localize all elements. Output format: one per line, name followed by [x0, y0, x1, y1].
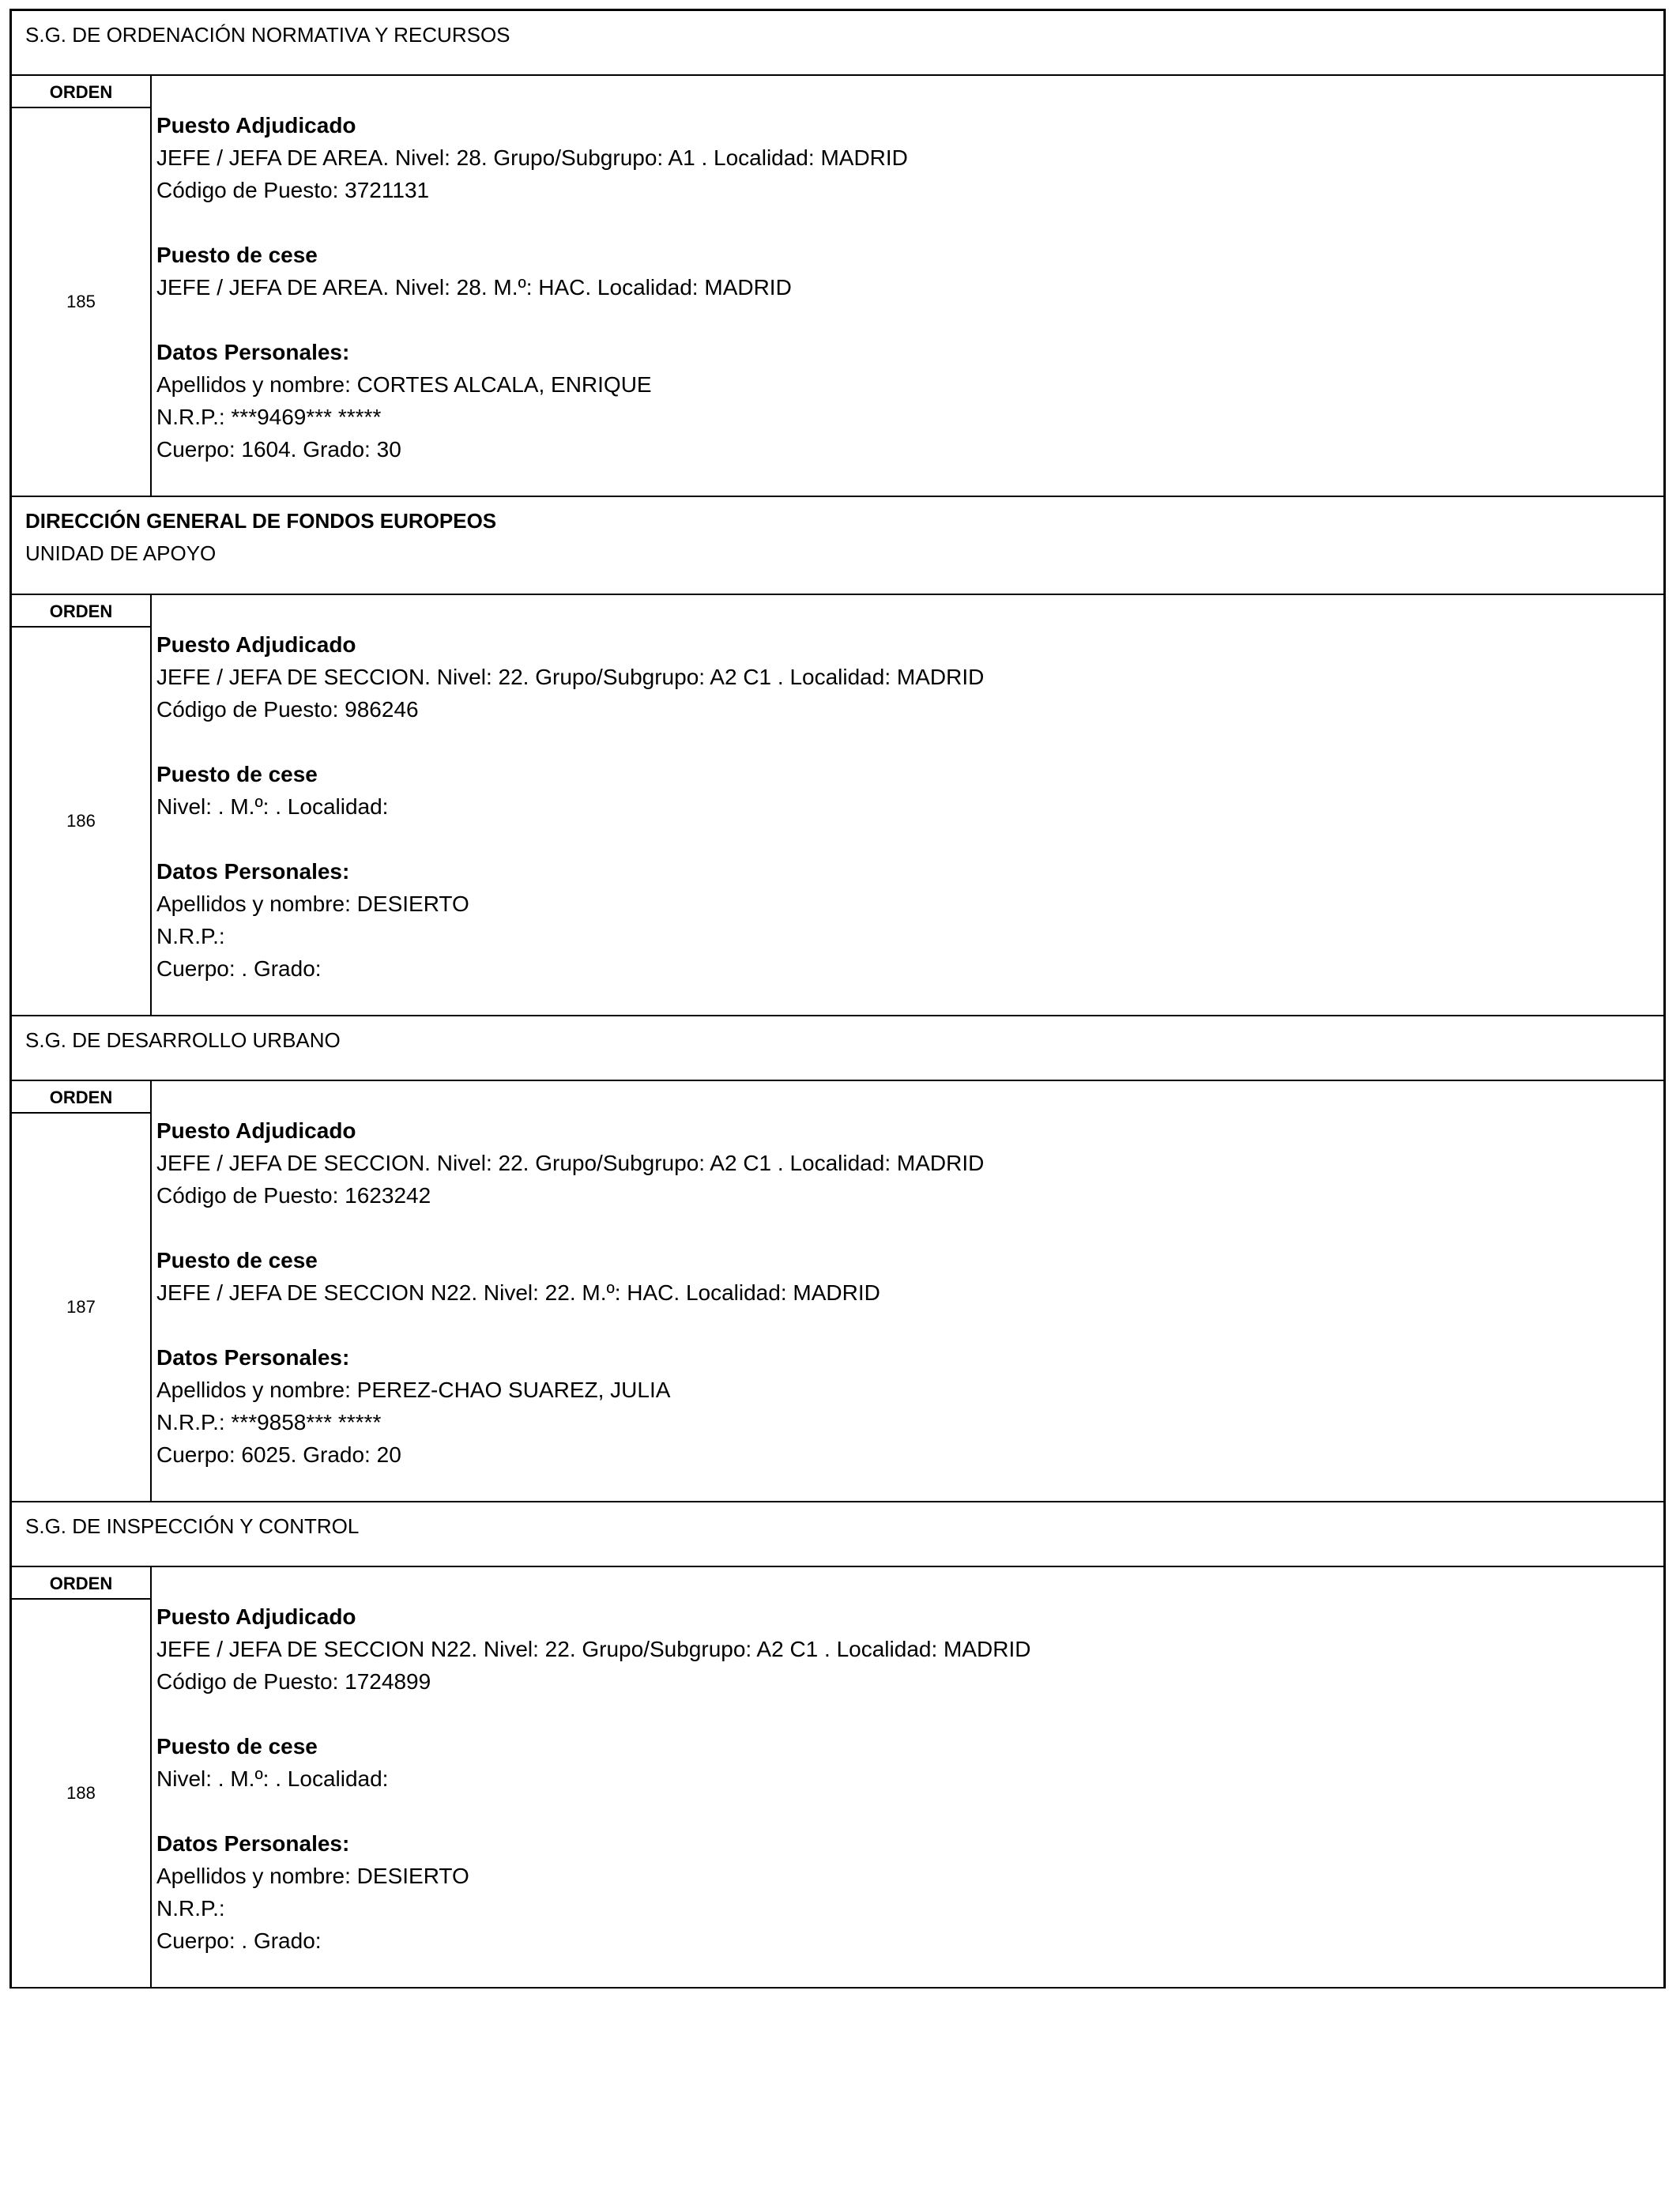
cese-line: JEFE / JEFA DE SECCION N22. Nivel: 22. M.º: HAC. Localidad: MADRID: [156, 1280, 880, 1305]
adjudicado-line: JEFE / JEFA DE SECCION. Nivel: 22. Grupo/Subgrupo: A2 C1 . Localidad: MADRID: [156, 665, 985, 689]
section-header: [12, 1016, 1663, 1081]
codigo-puesto: Código de Puesto: 986246: [156, 697, 419, 722]
orden-number: 188: [66, 1783, 96, 1803]
nombre-line: Apellidos y nombre: CORTES ALCALA, ENRIQUE: [156, 372, 652, 397]
datos-title: Datos Personales:: [156, 1831, 350, 1856]
entry-row: [12, 1081, 1663, 1502]
nombre-line: Apellidos y nombre: PEREZ-CHAO SUAREZ, JULIA: [156, 1378, 671, 1402]
entry-content: [152, 76, 1663, 496]
cese-title: Puesto de cese: [156, 243, 318, 267]
orden-number: 186: [66, 811, 96, 831]
cese-title: Puesto de cese: [156, 1734, 318, 1759]
orden-column: [12, 1081, 152, 1501]
orden-column: [12, 595, 152, 1015]
datos-title: Datos Personales:: [156, 1345, 350, 1370]
nrp-line: N.R.P.:: [156, 924, 225, 948]
orden-label: ORDEN: [12, 1081, 150, 1114]
entry-content: [152, 1081, 1663, 1501]
nombre-line: Apellidos y nombre: DESIERTO: [156, 1864, 469, 1888]
section-directorate: DIRECCIÓN GENERAL DE FONDOS EUROPEOS: [25, 509, 497, 533]
orden-column: [12, 1567, 152, 1987]
orden-column: [12, 76, 152, 496]
orden-number: 185: [66, 292, 96, 311]
adjudicado-line: JEFE / JEFA DE AREA. Nivel: 28. Grupo/Subgrupo: A1 . Localidad: MADRID: [156, 145, 908, 170]
orden-label: ORDEN: [12, 1567, 150, 1600]
cese-line: Nivel: . M.º: . Localidad:: [156, 794, 389, 819]
section-title: S.G. DE DESARROLLO URBANO: [25, 1028, 341, 1052]
cuerpo-line: Cuerpo: . Grado:: [156, 956, 322, 981]
adjudicado-title: Puesto Adjudicado: [156, 1604, 356, 1629]
cuerpo-line: Cuerpo: . Grado:: [156, 1928, 322, 1953]
entry-content: [152, 595, 1663, 1015]
entry-row: [12, 595, 1663, 1016]
orden-label: ORDEN: [12, 595, 150, 628]
nrp-line: N.R.P.:: [156, 1896, 225, 1921]
datos-title: Datos Personales:: [156, 340, 350, 364]
adjudicado-title: Puesto Adjudicado: [156, 632, 356, 657]
orden-number: 187: [66, 1297, 96, 1317]
codigo-puesto: Código de Puesto: 3721131: [156, 178, 430, 202]
nombre-line: Apellidos y nombre: DESIERTO: [156, 892, 469, 916]
entry-content: [152, 1567, 1663, 1987]
adjudicado-line: JEFE / JEFA DE SECCION N22. Nivel: 22. Grupo/Subgrupo: A2 C1 . Localidad: MADRID: [156, 1637, 1031, 1661]
cese-title: Puesto de cese: [156, 1248, 318, 1272]
section-title: UNIDAD DE APOYO: [25, 541, 217, 565]
section-header: [12, 11, 1663, 76]
section-header: [12, 1502, 1663, 1567]
datos-title: Datos Personales:: [156, 859, 350, 884]
adjudicado-title: Puesto Adjudicado: [156, 113, 356, 138]
nrp-line: N.R.P.: ***9858*** *****: [156, 1410, 382, 1434]
cese-line: JEFE / JEFA DE AREA. Nivel: 28. M.º: HAC. Localidad: MADRID: [156, 275, 792, 300]
orden-label: ORDEN: [12, 76, 150, 108]
nrp-line: N.R.P.: ***9469*** *****: [156, 405, 382, 429]
section-title: S.G. DE ORDENACIÓN NORMATIVA Y RECURSOS: [25, 23, 510, 47]
cese-title: Puesto de cese: [156, 762, 318, 786]
cuerpo-line: Cuerpo: 1604. Grado: 30: [156, 437, 401, 462]
document-table: [9, 9, 1666, 1989]
section-header: [12, 497, 1663, 595]
adjudicado-line: JEFE / JEFA DE SECCION. Nivel: 22. Grupo/Subgrupo: A2 C1 . Localidad: MADRID: [156, 1151, 985, 1175]
codigo-puesto: Código de Puesto: 1724899: [156, 1669, 431, 1694]
entry-row: [12, 1567, 1663, 1987]
codigo-puesto: Código de Puesto: 1623242: [156, 1183, 431, 1208]
adjudicado-title: Puesto Adjudicado: [156, 1118, 356, 1143]
cuerpo-line: Cuerpo: 6025. Grado: 20: [156, 1442, 401, 1467]
section-title: S.G. DE INSPECCIÓN Y CONTROL: [25, 1514, 360, 1538]
entry-row: [12, 76, 1663, 497]
cese-line: Nivel: . M.º: . Localidad:: [156, 1766, 389, 1791]
